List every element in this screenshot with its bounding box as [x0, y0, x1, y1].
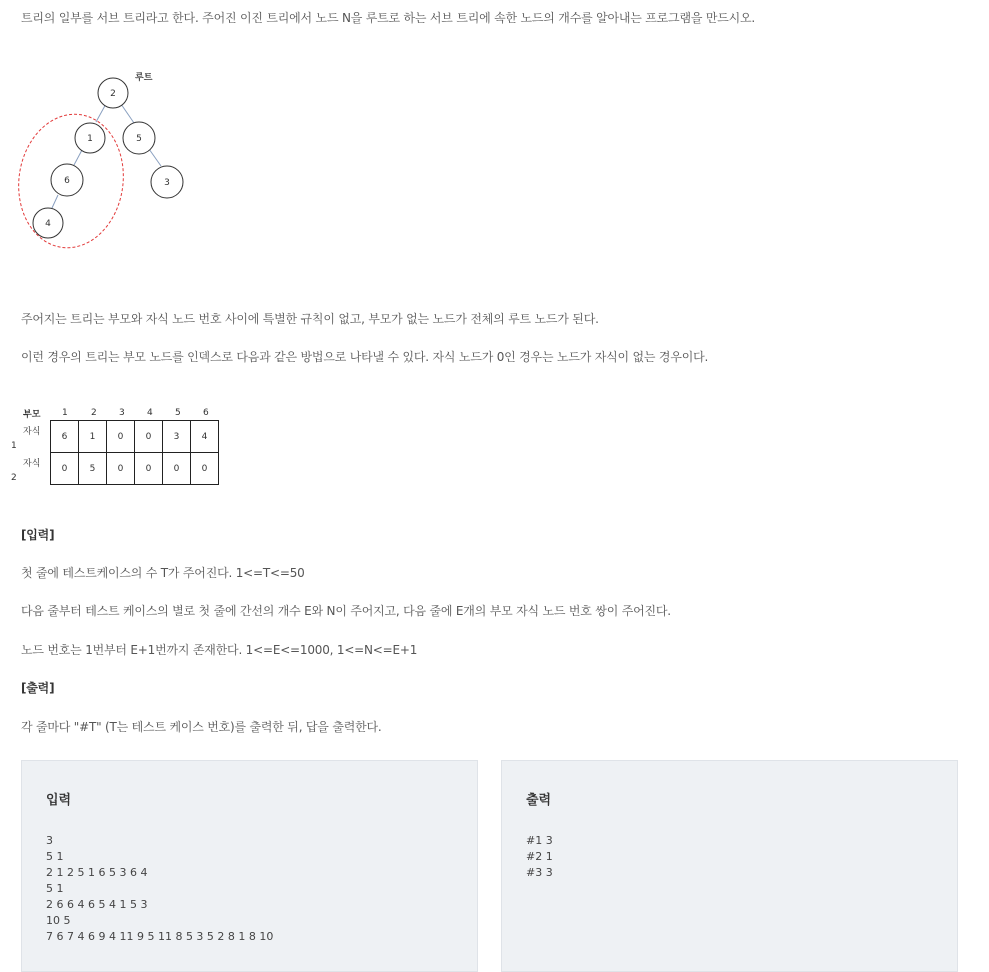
sample-input-text: 3 5 1 2 1 2 5 1 6 5 3 6 4 5 1 2 6 6 4 6 5 4 1 5 3 10 5 7 6 7 4 6 9 4 11 9 5 11 8 5 3 5 2 8 1 8 10	[46, 834, 274, 943]
table-cell: 0	[135, 421, 163, 453]
rule-text: 주어지는 트리는 부모와 자식 노드 번호 사이에 특별한 규칙이 없고, 부모가 없는 노드가 전체의 루트 노드가 된다.	[21, 312, 599, 326]
tree-node-1	[75, 123, 105, 153]
input-desc-3: 노드 번호는 1번부터 E+1번까지 존재한다. 1<=E<=1000, 1<=N<=E+1	[21, 643, 418, 657]
tree-diagram	[18, 66, 198, 256]
parent-label: 부모	[23, 410, 41, 420]
child-label: 자식	[23, 427, 41, 437]
svg-text:2: 2	[110, 89, 116, 99]
col-header: 4	[147, 408, 153, 418]
tree-node-4	[33, 208, 63, 238]
row-number: 1	[11, 441, 17, 451]
input-desc-2: 다음 줄부터 테스트 케이스의 별로 첫 줄에 간선의 개수 E와 N이 주어지고, 다음 줄에 E개의 부모 자식 노드 번호 쌍이 주어진다.	[21, 604, 671, 618]
table-cell: 5	[79, 453, 107, 485]
edge-5-3	[149, 149, 161, 166]
svg-text:1: 1	[87, 134, 93, 144]
input-desc-1: 첫 줄에 테스트케이스의 수 T가 주어진다. 1<=T<=50	[21, 566, 305, 580]
sample-input-box	[21, 760, 478, 972]
output-heading: [출력]	[21, 681, 55, 695]
root-label: 루트	[135, 73, 153, 83]
parent-child-table	[50, 420, 219, 485]
child-label: 자식	[23, 459, 41, 469]
col-header: 2	[91, 408, 97, 418]
svg-text:6: 6	[64, 176, 70, 186]
sample-input-title: 입력	[46, 793, 72, 808]
svg-text:4: 4	[45, 219, 51, 229]
edge-1-6	[74, 150, 82, 165]
table-row	[51, 421, 219, 453]
table-row	[51, 453, 219, 485]
sample-output-box	[501, 760, 958, 972]
tree-node-6	[51, 164, 83, 196]
table-cell: 4	[191, 421, 219, 453]
svg-text:3: 3	[164, 178, 170, 188]
table-cell: 0	[163, 453, 191, 485]
tree-node-2	[98, 78, 128, 108]
table-cell: 0	[107, 421, 135, 453]
intro-text: 트리의 일부를 서브 트리라고 한다. 주어진 이진 트리에서 노드 N을 루트로 하는 서브 트리에 속한 노드의 개수를 알아내는 프로그램을 만드시오.	[21, 11, 756, 25]
output-desc-1: 각 줄마다 "#T" (T는 테스트 케이스 번호)를 출력한 뒤, 답을 출력한다.	[21, 720, 382, 734]
table-cell: 0	[135, 453, 163, 485]
table-cell: 1	[79, 421, 107, 453]
input-heading: [입력]	[21, 528, 55, 542]
table-cell: 0	[107, 453, 135, 485]
tree-node-5	[123, 122, 155, 154]
col-header: 5	[175, 408, 181, 418]
representation-text: 이런 경우의 트리는 부모 노드를 인덱스로 다음과 같은 방법으로 나타낼 수 있다. 자식 노드가 0인 경우는 노드가 자식이 없는 경우이다.	[21, 350, 709, 364]
edge-6-4	[52, 195, 58, 208]
sample-output-text: #1 3 #2 1 #3 3	[526, 834, 553, 879]
table-cell: 3	[163, 421, 191, 453]
table-cell: 0	[51, 453, 79, 485]
row-number: 2	[11, 473, 17, 483]
svg-text:5: 5	[136, 134, 142, 144]
col-header: 6	[203, 408, 209, 418]
tree-node-3	[151, 166, 183, 198]
table-cell: 0	[191, 453, 219, 485]
edge-2-5	[121, 104, 134, 123]
col-header: 1	[62, 408, 68, 418]
col-header: 3	[119, 408, 125, 418]
table-cell: 6	[51, 421, 79, 453]
sample-output-title: 출력	[526, 793, 552, 808]
